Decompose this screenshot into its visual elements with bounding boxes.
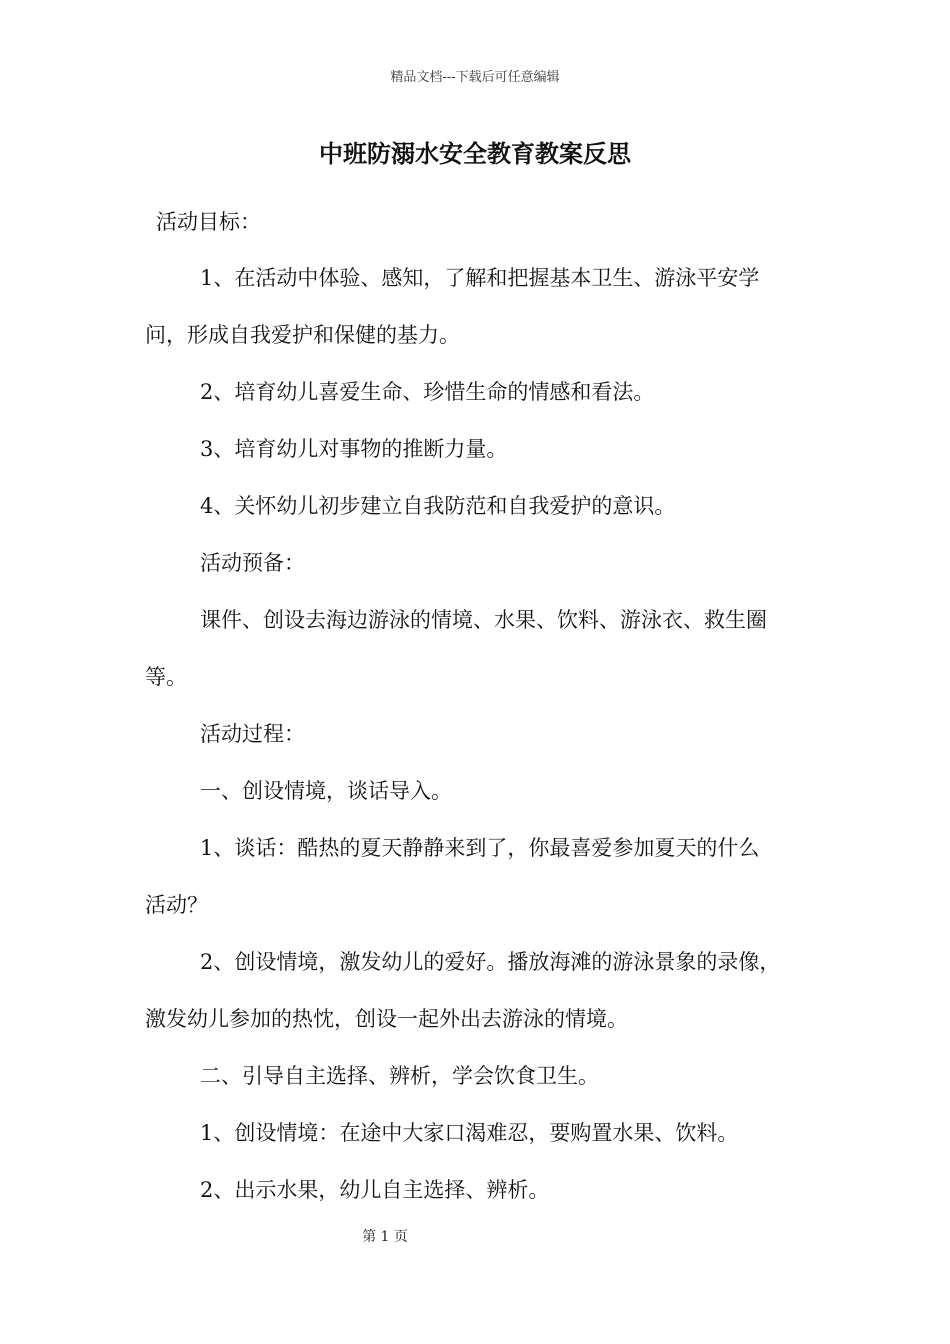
line-activity-goals-heading: 活动目标： — [156, 210, 261, 234]
line-step-1-2: 2、创设情境，激发幼儿的爱好。播放海滩的游泳景象的录像， — [200, 950, 781, 974]
line-step-1-2-cont: 激发幼儿参加的热忱，创设一起外出去游泳的情境。 — [145, 1007, 628, 1031]
line-goal-1: 1、在活动中体验、感知，了解和把握基本卫生、游泳平安学 — [200, 266, 760, 290]
line-section-1: 一、创设情境，谈话导入。 — [200, 779, 452, 803]
line-section-2: 二、引导自主选择、辨析，学会饮食卫生。 — [200, 1064, 599, 1088]
line-preparation-items: 课件、创设去海边游泳的情境、水果、饮料、游泳衣、救生圈 — [200, 608, 767, 632]
line-step-2-1: 1、创设情境：在途中大家口渴难忍，要购置水果、饮料。 — [200, 1121, 739, 1145]
line-process-heading: 活动过程： — [200, 722, 305, 746]
line-goal-1-cont: 问，形成自我爱护和保健的基力。 — [145, 323, 460, 347]
line-goal-2: 2、培育幼儿喜爱生命、珍惜生命的情感和看法。 — [200, 380, 655, 404]
line-step-2-2: 2、出示水果，幼儿自主选择、辨析。 — [200, 1178, 550, 1202]
document-title: 中班防溺水安全教育教案反思 — [319, 139, 631, 168]
line-preparation-heading: 活动预备： — [200, 551, 305, 575]
line-step-1-1: 1、谈话：酷热的夏天静静来到了，你最喜爱参加夏天的什么 — [200, 836, 760, 860]
line-preparation-items-cont: 等。 — [145, 665, 187, 689]
page-number-footer: 第 1 页 — [362, 1229, 408, 1245]
line-step-1-1-cont: 活动？ — [145, 893, 208, 917]
header-note: 精品文档---下载后可任意编辑 — [390, 70, 560, 85]
line-goal-4: 4、关怀幼儿初步建立自我防范和自我爱护的意识。 — [200, 494, 676, 518]
line-goal-3: 3、培育幼儿对事物的推断力量。 — [200, 437, 508, 461]
